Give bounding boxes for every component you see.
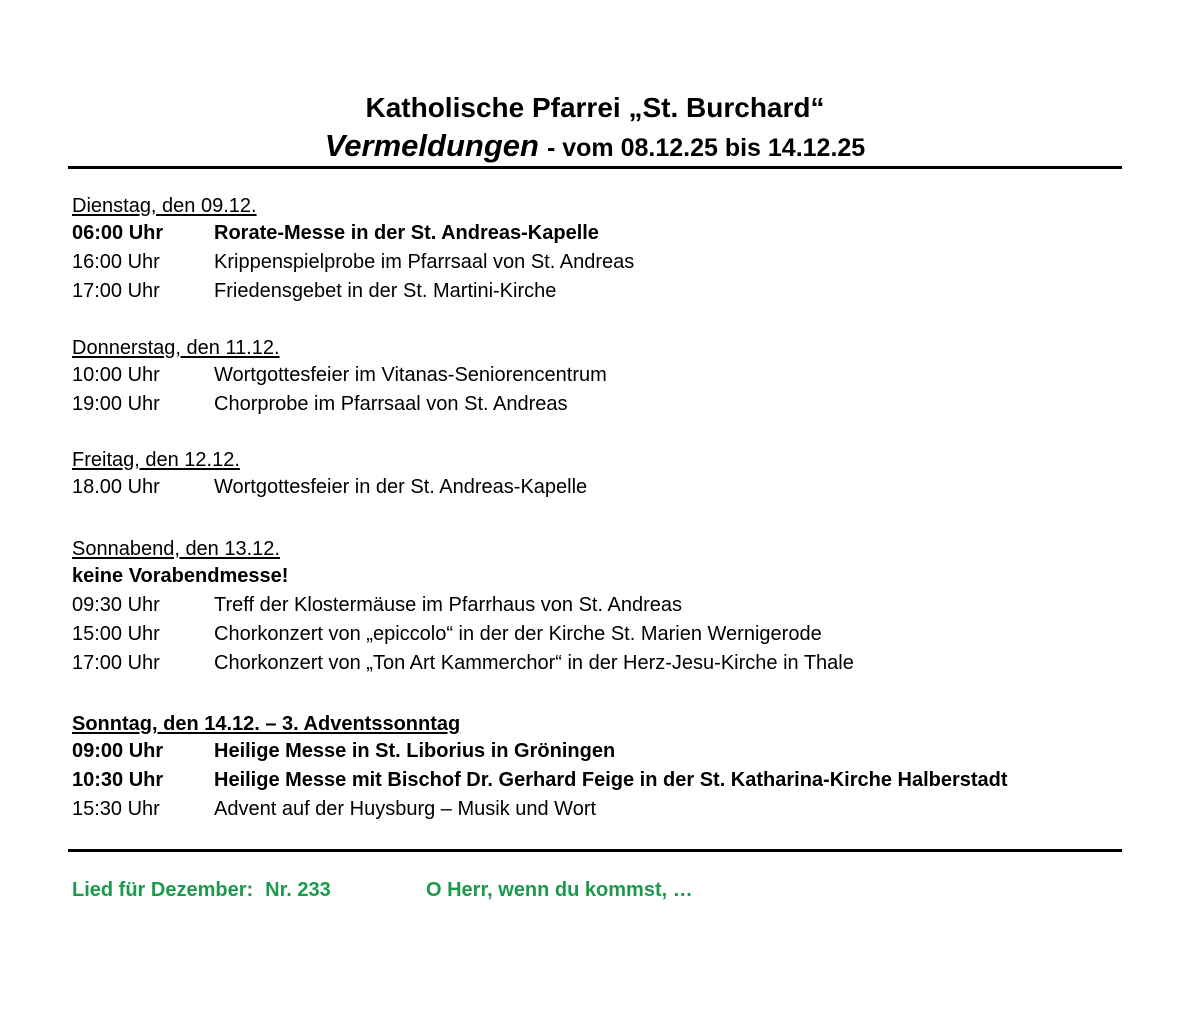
song-of-month bbox=[72, 876, 1132, 904]
day-note: keine Vorabendmesse! bbox=[72, 565, 289, 587]
entry-text: Wortgottesfeier in der St. Andreas-Kapelle bbox=[214, 476, 588, 498]
entry-time: 10:00 Uhr bbox=[72, 364, 160, 386]
entry-time: 18.00 Uhr bbox=[72, 476, 160, 498]
subtitle bbox=[0, 127, 1190, 171]
entry-text: Advent auf der Huysburg – Musik und Wort bbox=[214, 798, 597, 820]
day-section-thursday bbox=[72, 335, 1132, 419]
schedule-row bbox=[72, 248, 1132, 277]
schedule-row bbox=[72, 591, 1132, 620]
schedule-row bbox=[72, 277, 1132, 306]
entry-time: 15:30 Uhr bbox=[72, 798, 160, 820]
schedule-row bbox=[72, 737, 1132, 766]
entry-time: 15:00 Uhr bbox=[72, 623, 160, 645]
schedule-row bbox=[72, 219, 1132, 248]
entry-time: 06:00 Uhr bbox=[72, 222, 164, 244]
day-heading: Sonntag, den 14.12. – 3. Adventssonntag bbox=[72, 713, 461, 735]
entry-text: Heilige Messe in St. Liborius in Gröningen bbox=[214, 740, 616, 762]
schedule-row bbox=[72, 473, 1132, 502]
song-number: Nr. 233 bbox=[265, 879, 331, 901]
entry-text: Friedensgebet in der St. Martini-Kirche bbox=[214, 280, 557, 302]
date-range: - vom 08.12.25 bis 14.12.25 bbox=[546, 134, 866, 162]
entry-text: Krippenspielprobe im Pfarrsaal von St. Andreas bbox=[214, 251, 635, 273]
entry-text: Chorkonzert von „Ton Art Kammerchor“ in der Herz-Jesu-Kirche in Thale bbox=[214, 652, 854, 674]
entry-time: 19:00 Uhr bbox=[72, 393, 160, 415]
day-section-tuesday bbox=[72, 193, 1132, 306]
subtitle-main: Vermeldungen bbox=[324, 128, 539, 163]
entry-text: Wortgottesfeier im Vitanas-Seniorencentrum bbox=[214, 364, 607, 386]
entry-time: 17:00 Uhr bbox=[72, 652, 160, 674]
schedule-row bbox=[72, 390, 1132, 419]
schedule-row bbox=[72, 795, 1132, 824]
entry-time: 17:00 Uhr bbox=[72, 280, 160, 302]
day-heading: Donnerstag, den 11.12. bbox=[72, 337, 280, 359]
entry-text: Rorate-Messe in der St. Andreas-Kapelle bbox=[214, 222, 599, 244]
entry-text: Heilige Messe mit Bischof Dr. Gerhard Feige in der St. Katharina-Kirche Halberstadt bbox=[214, 769, 1008, 791]
parish-title: Katholische Pfarrei „St. Burchard“ bbox=[365, 92, 825, 123]
top-divider bbox=[68, 166, 1122, 169]
schedule-row bbox=[72, 649, 1132, 678]
entry-time: 16:00 Uhr bbox=[72, 251, 160, 273]
schedule-row bbox=[72, 766, 1132, 795]
schedule-row bbox=[72, 361, 1132, 390]
day-section-sunday bbox=[72, 711, 1132, 824]
entry-time: 09:00 Uhr bbox=[72, 740, 164, 762]
day-section-friday bbox=[72, 447, 1132, 502]
schedule-row bbox=[72, 620, 1132, 649]
entry-time: 10:30 Uhr bbox=[72, 769, 164, 791]
entry-text: Chorprobe im Pfarrsaal von St. Andreas bbox=[214, 393, 568, 415]
day-heading: Sonnabend, den 13.12. bbox=[72, 538, 280, 560]
entry-time: 09:30 Uhr bbox=[72, 594, 160, 616]
bottom-divider bbox=[68, 849, 1122, 852]
song-title: O Herr, wenn du kommst, … bbox=[426, 879, 693, 901]
song-label: Lied für Dezember: bbox=[72, 879, 254, 901]
day-section-saturday bbox=[72, 536, 1132, 678]
entry-text: Chorkonzert von „epiccolo“ in der der Kirche St. Marien Wernigerode bbox=[214, 623, 822, 645]
day-heading: Freitag, den 12.12. bbox=[72, 449, 240, 471]
entry-text: Treff der Klostermäuse im Pfarrhaus von St. Andreas bbox=[214, 594, 682, 616]
day-heading: Dienstag, den 09.12. bbox=[72, 195, 257, 217]
